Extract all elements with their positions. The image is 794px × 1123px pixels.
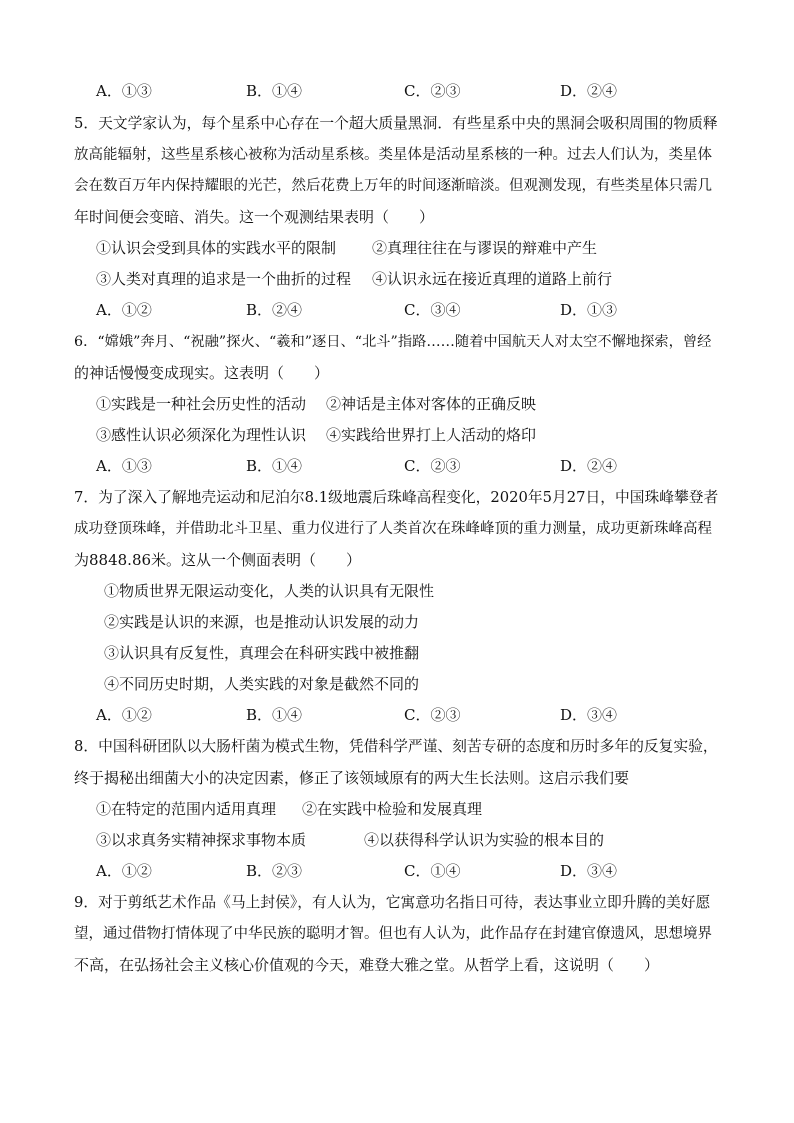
option-d: D．③④: [560, 862, 618, 880]
question-8-text-line: 8．中国科研团队以大肠杆菌为模式生物，凭借科学严谨、刻苦专研的态度和历时多年的反复实验，: [74, 738, 718, 755]
question-5-text-line: 5．天文学家认为，每个星系中心存在一个超大质量黑洞．有些星系中央的黑洞会吸积周围的物质释: [74, 115, 718, 132]
option-c: C．②③: [404, 457, 461, 475]
statement-1: ①物质世界无限运动变化，人类的认识具有无限性: [104, 582, 435, 600]
question-9-text-line: 不高，在弘扬社会主义核心价值观的今天，难登大雅之堂。从哲学上看，这说明（ ）: [74, 956, 660, 974]
option-d: D．②④: [560, 457, 618, 475]
statement-4: ④实践给世界打上人活动的烙印: [326, 426, 537, 444]
statement-4: ④不同历史时期，人类实践的对象是截然不同的: [104, 675, 420, 693]
option-a: A．①②: [96, 862, 152, 880]
option-c: C．②③: [404, 82, 461, 100]
statement-2: ②神话是主体对客体的正确反映: [326, 395, 537, 413]
statement-4: ④以获得科学认识为实验的根本目的: [364, 831, 605, 849]
option-b: B．①④: [246, 457, 303, 475]
question-5-text-line: 会在数百万年内保持耀眼的光芒，然后花费上万年的时间逐渐暗淡。但观测发现，有些类星体只需几: [74, 178, 712, 194]
question-5-text-line: 放高能辐射，这些星系核心被称为活动星系核。类星体是活动星系核的一种。过去人们认为，类星体: [74, 147, 712, 163]
option-b: B．①④: [246, 82, 303, 100]
question-8-text-line: 终于揭秘出细菌大小的决定因素，修正了该领域原有的两大生长法则。这启示我们要: [74, 769, 630, 787]
question-6-text-line: 的神话慢慢变成现实。这表明（ ）: [74, 364, 330, 382]
question-6-text-line: 6．“嫦娥”奔月、“祝融”探火、“羲和”逐日、“北斗”指路……随着中国航天人对太空不懈地探索，曾经: [74, 334, 712, 350]
statement-3: ③以求真务实精神探求事物本质: [96, 831, 307, 849]
statement-3: ③认识具有反复性，真理会在科研实践中被推翻: [104, 644, 420, 662]
option-a: A．①②: [96, 706, 152, 724]
option-c: C．②③: [404, 706, 461, 724]
option-b: B．①④: [246, 706, 303, 724]
question-7-text-line: 为8848.86米。这从一个侧面表明（ ）: [74, 551, 362, 569]
statement-3: ③感性认识必须深化为理性认识: [96, 426, 307, 444]
question-9-text-line: 望，通过借物打情体现了中华民族的聪明才智。但也有人认为，此作品存在封建官僚遗风，思想境界: [74, 926, 712, 942]
statement-1: ①实践是一种社会历史性的活动: [96, 395, 307, 413]
option-a: A．①②: [96, 301, 152, 319]
option-a: A．①③: [96, 82, 152, 100]
statement-4: ④认识永远在接近真理的道路上前行: [372, 270, 613, 288]
option-c: C．③④: [404, 301, 461, 319]
option-a: A．①③: [96, 457, 152, 475]
question-7-text-line: 7．为了深入了解地壳运动和尼泊尔8.1级地震后珠峰高程变化，2020年5月27日，中国珠峰攀登者: [74, 489, 719, 506]
option-b: B．②③: [246, 862, 303, 880]
question-5-text-line: 年时间便会变暗、消失。这一个观测结果表明（ ）: [74, 208, 435, 226]
option-d: D．②④: [560, 82, 618, 100]
option-d: D．③④: [560, 706, 618, 724]
statement-1: ①在特定的范围内适用真理: [96, 800, 277, 818]
option-d: D．①③: [560, 301, 618, 319]
option-b: B．②④: [246, 301, 303, 319]
statement-1: ①认识会受到具体的实践水平的限制: [96, 239, 337, 257]
statement-2: ②真理往往在与谬误的辩难中产生: [372, 239, 598, 257]
statement-2: ②实践是认识的来源，也是推动认识发展的动力: [104, 613, 420, 631]
statement-3: ③人类对真理的追求是一个曲折的过程: [96, 270, 352, 288]
option-c: C．①④: [404, 862, 461, 880]
question-9-text-line: 9．对于剪纸艺术作品《马上封侯》，有人认为，它寓意功名指日可待，表达事业立即升腾的美好愿: [74, 894, 711, 911]
statement-2: ②在实践中检验和发展真理: [302, 800, 483, 818]
question-7-text-line: 成功登顶珠峰，并借助北斗卫星、重力仪进行了人类首次在珠峰峰顶的重力测量，成功更新珠峰高程: [74, 521, 712, 537]
